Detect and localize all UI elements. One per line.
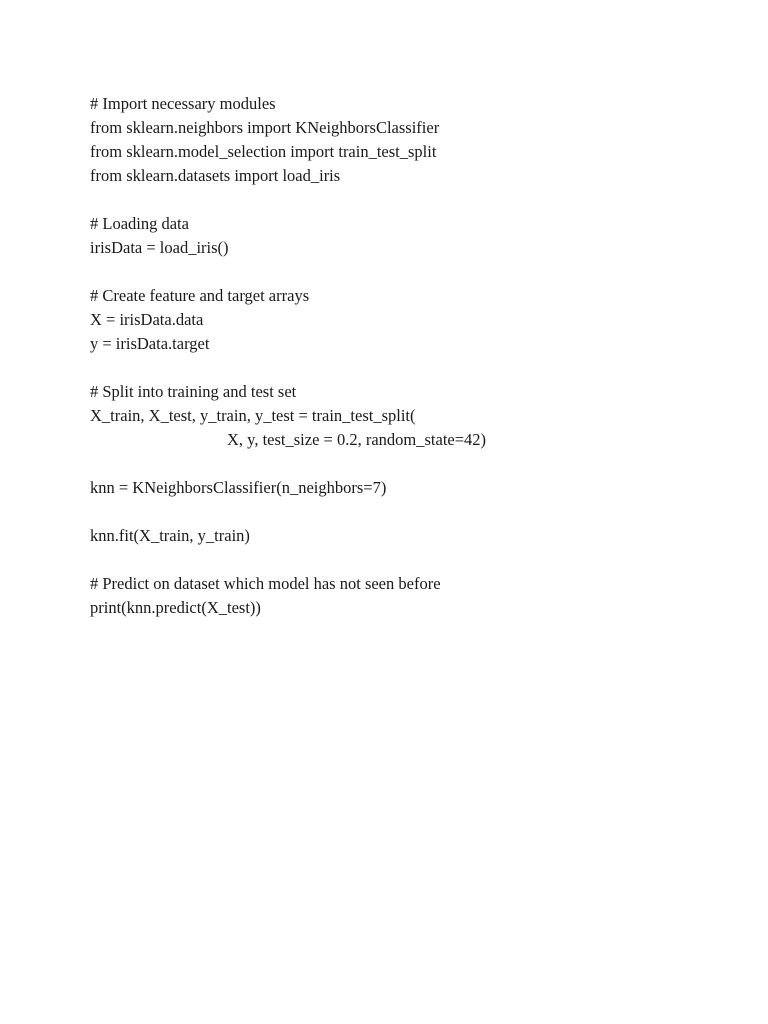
split-call-line: X_train, X_test, y_train, y_test = train_test_split(	[90, 406, 416, 425]
target-array-line: y = irisData.target	[90, 334, 210, 353]
blank-line	[90, 356, 486, 380]
blank-line	[90, 548, 486, 572]
knn-fit-line: knn.fit(X_train, y_train)	[90, 526, 250, 545]
import-line-split: from sklearn.model_selection import train_test_split	[90, 142, 437, 161]
blank-line	[90, 452, 486, 476]
comment-import: # Import necessary modules	[90, 94, 276, 113]
comment-predict: # Predict on dataset which model has not seen before	[90, 574, 441, 593]
comment-split: # Split into training and test set	[90, 382, 297, 401]
import-line-iris: from sklearn.datasets import load_iris	[90, 166, 341, 185]
predict-print-line: print(knn.predict(X_test))	[90, 598, 261, 617]
blank-line	[90, 500, 486, 524]
comment-loading: # Loading data	[90, 214, 189, 233]
feature-array-line: X = irisData.data	[90, 310, 204, 329]
knn-init-line: knn = KNeighborsClassifier(n_neighbors=7)	[90, 478, 387, 497]
code-text-block	[90, 92, 486, 620]
load-data-line: irisData = load_iris()	[90, 238, 229, 257]
import-line-knn: from sklearn.neighbors import KNeighborsClassifier	[90, 118, 440, 137]
blank-line	[90, 188, 486, 212]
blank-line	[90, 260, 486, 284]
split-args-line: X, y, test_size = 0.2, random_state=42)	[227, 430, 487, 449]
comment-arrays: # Create feature and target arrays	[90, 286, 310, 305]
